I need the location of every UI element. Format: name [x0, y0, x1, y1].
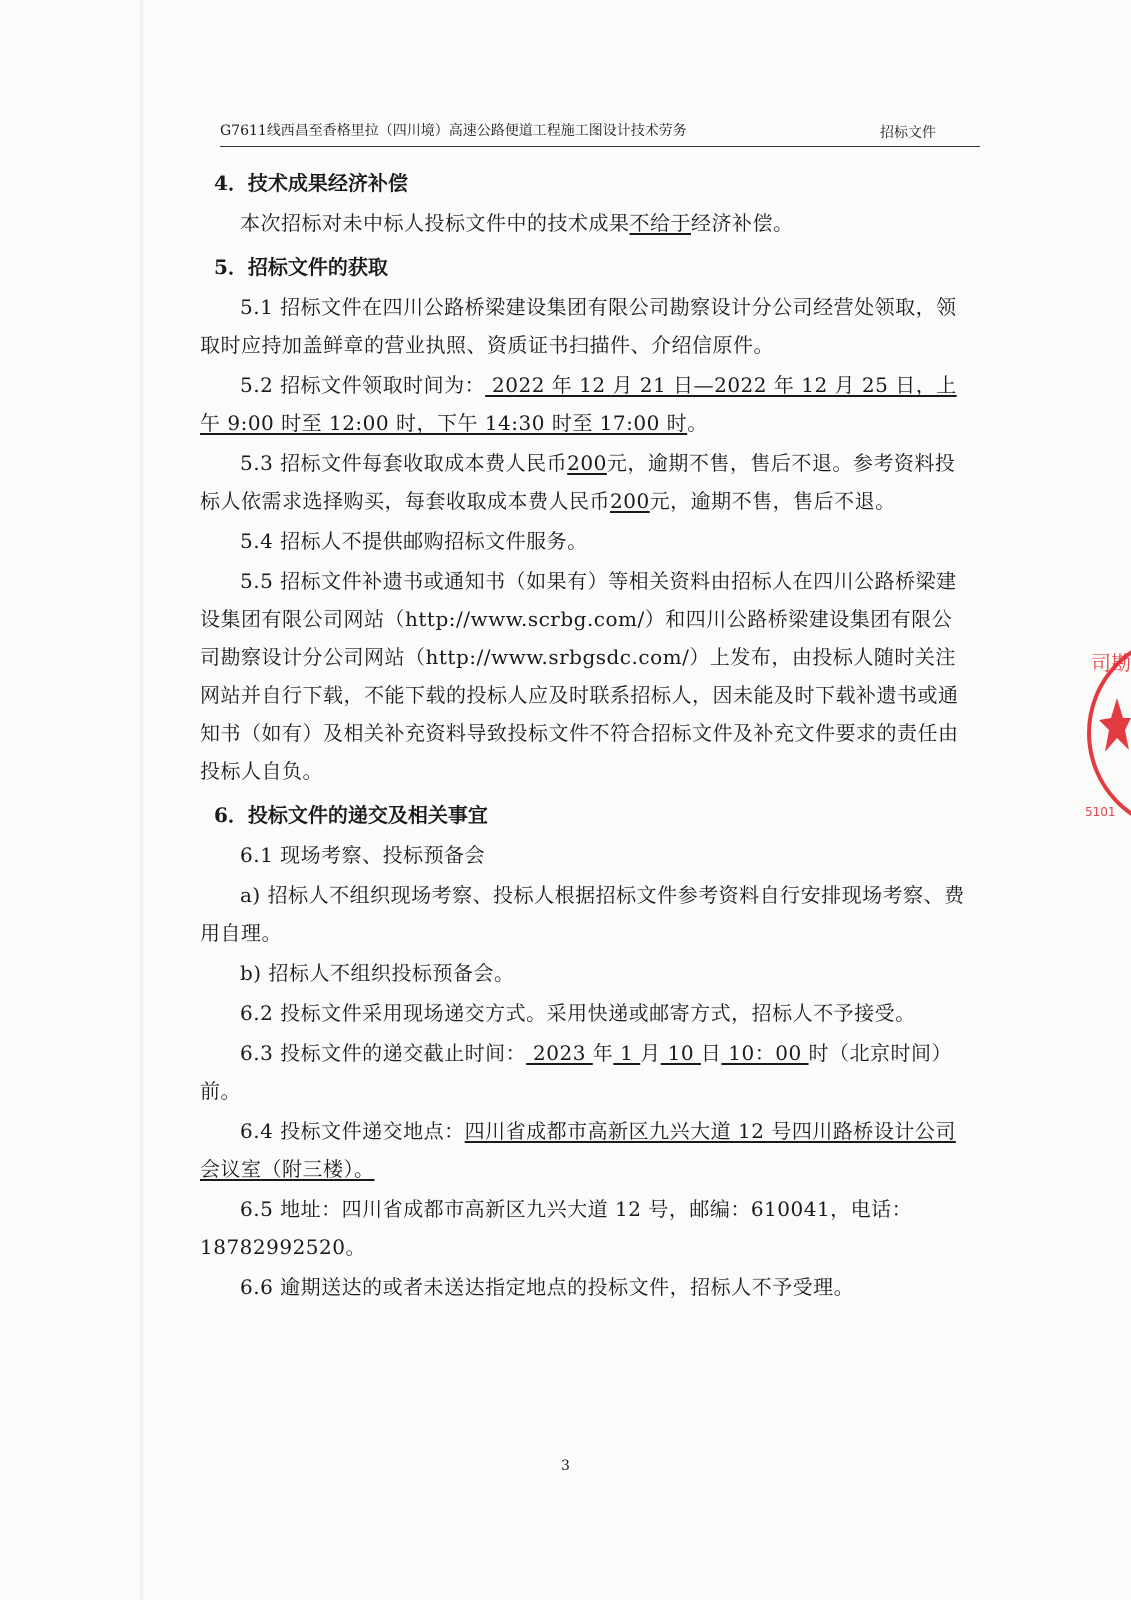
header-document-type: 招标文件: [880, 125, 936, 141]
section-6-2-paragraph: 6.2 投标文件采用现场递交方式。采用快递或邮寄方式，招标人不予接受。: [240, 1001, 916, 1025]
section-6-6-paragraph: 6.6 逾期送达的或者未送达指定地点的投标文件，招标人不予受理。: [240, 1275, 855, 1299]
svg-text:司勘: 司勘: [1091, 651, 1131, 675]
document-body: [200, 158, 972, 1308]
section-6-1-a-paragraph: a) 招标人不组织现场考察、投标人根据招标文件参考资料自行安排现场考察、费用自理。: [200, 883, 965, 945]
company-seal: [1077, 628, 1131, 838]
section-6-3-paragraph: 6.3 投标文件的递交截止时间： 2023 年 1 月 10 日 10：00 时（北京时间）前。: [200, 1041, 953, 1103]
section-6-4-paragraph: 6.4 投标文件递交地点：四川省成都市高新区九兴大道 12 号四川路桥设计公司会议室（附三楼）。: [200, 1119, 956, 1181]
section-5-heading: 5．招标文件的获取: [214, 255, 388, 279]
section-4-heading: 4．技术成果经济补偿: [214, 171, 408, 195]
section-6-1-paragraph: 6.1 现场考察、投标预备会: [240, 843, 486, 867]
section-5-4-paragraph: 5.4 招标人不提供邮购招标文件服务。: [240, 529, 588, 553]
seal-stamp-icon: [1077, 628, 1131, 838]
section-5-5-paragraph: 5.5 招标文件补遗书或通知书（如果有）等相关资料由招标人在四川公路桥梁建设集团有限公司网站（http://www.scrbg.com/）和四川公路桥梁建设集团有限公司勘察设计分公司网站（http://www.srbgsdc.com/）上发布，由投标人随时关注网站并自行下载，不能下载的投标人应及时联系招标人，因未能及时下载补遗书或通知书（如有）及相关补充资料导致投标文件不符合招标文件及补充文件要求的责任由投标人自负。: [200, 569, 959, 783]
section-5-3-paragraph: 5.3 招标文件每套收取成本费人民币200元，逾期不售，售后不退。参考资料投标人依需求选择购买，每套收取成本费人民币200元，逾期不售，售后不退。: [200, 451, 956, 513]
section-6-heading: 6．投标文件的递交及相关事宜: [214, 803, 488, 827]
section-6-1-b-paragraph: b) 招标人不组织投标预备会。: [240, 961, 515, 985]
section-4-paragraph: 本次招标对未中标人投标文件中的技术成果不给于经济补偿。: [240, 211, 794, 235]
header-document-title: G7611线西昌至香格里拉（四川境）高速公路便道工程施工图设计技术劳务: [220, 123, 687, 139]
binding-shadow: [140, 0, 146, 1600]
section-5-2-paragraph: 5.2 招标文件领取时间为： 2022 年 12 月 21 日—2022 年 12 月 25 日，上午 9:00 时至 12:00 时，下午 14:30 时至 17:00 时。: [200, 373, 957, 435]
running-header: [220, 108, 980, 147]
page-number: 3: [561, 1458, 570, 1474]
section-6-5-paragraph: 6.5 地址：四川省成都市高新区九兴大道 12 号，邮编：610041，电话：18782992520。: [200, 1197, 913, 1259]
svg-text:5101: 5101: [1085, 805, 1116, 819]
section-5-1-paragraph: 5.1 招标文件在四川公路桥梁建设集团有限公司勘察设计分公司经营处领取，领取时应持加盖鲜章的营业执照、资质证书扫描件、介绍信原件。: [200, 295, 957, 357]
